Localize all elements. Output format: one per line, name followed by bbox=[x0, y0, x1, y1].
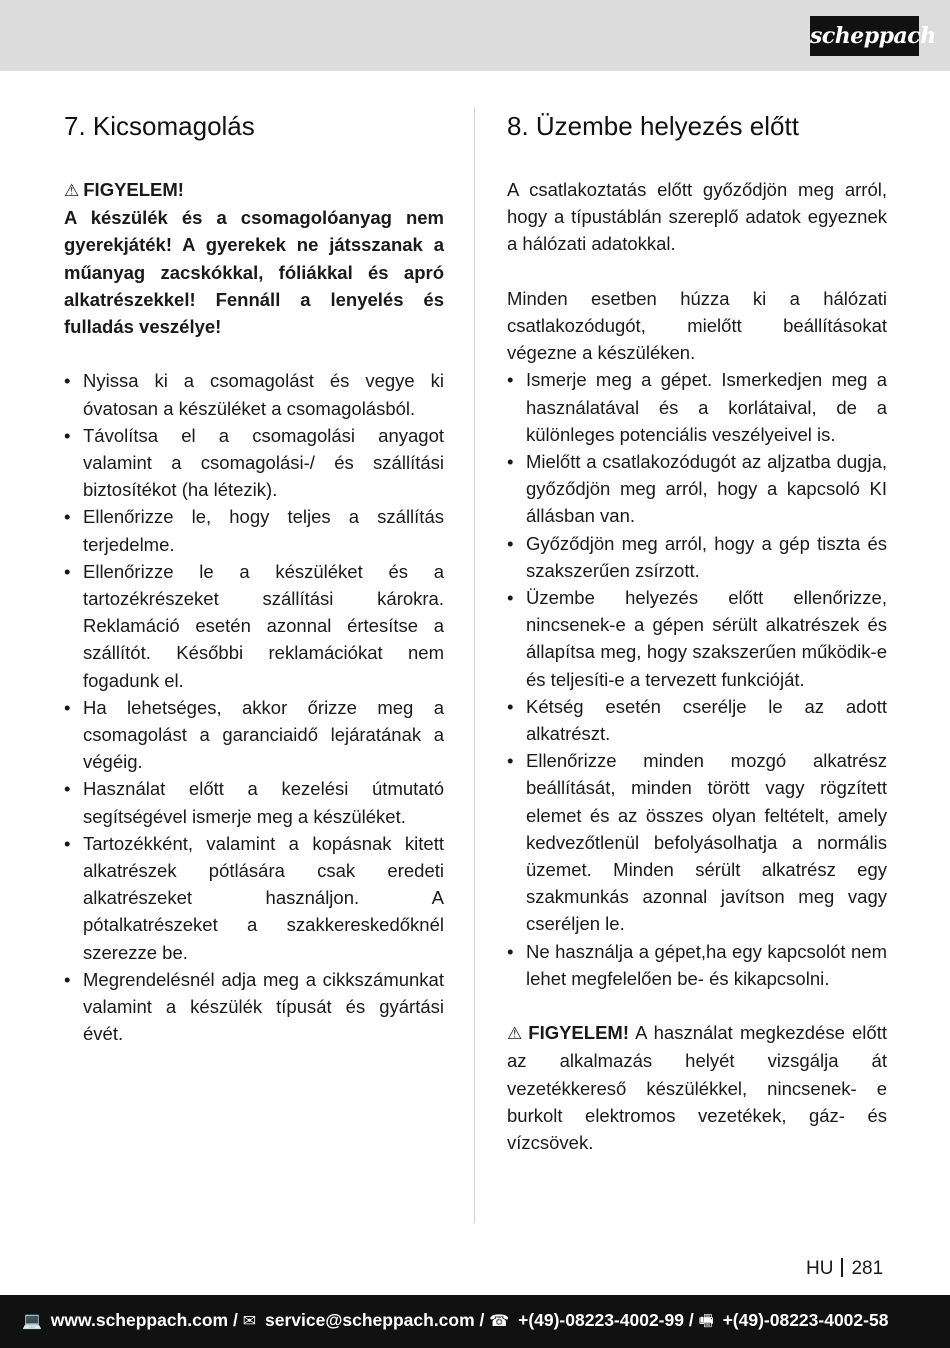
left-column bbox=[64, 108, 444, 1047]
paragraph-unplug: Minden esetben húzza ki a hálózati csatlakozódugót, mielőtt beállításokat végezne a készüléken. bbox=[507, 287, 887, 364]
list-item: • Győződjön meg arról, hogy a gép tiszta és szakszerűen zsírzott. bbox=[507, 530, 887, 584]
warning-label: FIGYELEM! bbox=[528, 1022, 629, 1044]
list-item: • Üzembe helyezés előtt ellenőrizze, nincsenek-e a gépen sérült alkatrészek és állapítsa meg, hogy szakszerűen működik-e és teljesíti-e a tervezett funkcióját. bbox=[507, 584, 887, 693]
list-item: • Ellenőrizze le a készüléket és a tartozékrészeket szállítási károkra. Reklamáció esetén azonnal értesítse a szállítót. Későbbi reklamációkat nem fogadunk el. bbox=[64, 558, 444, 694]
list-item: • Távolítsa el a csomagolási anyagot valamint a csomagolási-/ és szállítási biztosítékot (ha létezik). bbox=[64, 422, 444, 504]
page-number-value: 281 bbox=[851, 1258, 884, 1279]
page-number bbox=[806, 1256, 883, 1282]
section-heading-before-startup: 8. Üzembe helyezés előtt bbox=[507, 111, 799, 141]
warning-label: FIGYELEM! bbox=[83, 179, 184, 200]
before-startup-list bbox=[507, 366, 887, 992]
paragraph-rating-plate: A csatlakoztatás előtt győződjön meg arról, hogy a típustáblán szereplő adatok egyeznek a hálózati adatokkal. bbox=[507, 179, 887, 255]
warning-text: A használat megkezdése előtt az alkalmazás helyét vizsgálja át vezetékkereső készülékkel, nincsenek- e burkolt elektromos vezetékek, gáz- és vízcsövek. bbox=[507, 1022, 887, 1154]
column-divider bbox=[474, 108, 475, 1223]
list-item: • Ismerje meg a gépet. Ismerkedjen meg a használatával és a korlátaival, de a különleges potenciális veszélyeivel is. bbox=[507, 366, 887, 448]
fax-icon: 🖷 bbox=[698, 1313, 714, 1330]
fax-number: +(49)-08223-4002-58 bbox=[722, 1310, 889, 1330]
scheppach-logo: scheppach bbox=[810, 16, 919, 56]
warning-triangle-icon: ⚠ bbox=[64, 181, 80, 200]
warning-text: A készülék és a csomagolóanyag nem gyerekjáték! A gyerekek ne játsszanak a műanyag zacskókkal, fóliákkal és apró alkatrészekkel! Fennáll a lenyelés és fulladás veszélye! bbox=[64, 207, 444, 338]
website-link[interactable]: www.scheppach.com / bbox=[50, 1310, 238, 1330]
envelope-icon: ✉ bbox=[242, 1313, 257, 1330]
warning-heading bbox=[64, 176, 444, 204]
language-code: HU bbox=[806, 1258, 834, 1279]
list-item: • Használat előtt a kezelési útmutató segítségével ismerje meg a készüléket. bbox=[64, 775, 444, 829]
computer-icon: 💻 bbox=[22, 1313, 42, 1330]
list-item: • Nyissa ki a csomagolást és vegye ki óvatosan a készüléket a csomagolásból. bbox=[64, 367, 444, 421]
list-item: • Ellenőrizze le, hogy teljes a szállítás terjedelme. bbox=[64, 503, 444, 557]
list-item: • Ellenőrizze minden mozgó alkatrész beállítását, minden törött vagy rögzített elemet és az összes olyan feltételt, amely kedvezőtlenül befolyásolhatja a normális üzemet. Minden sérült alkatrész egy szakmunkás azonnal javítson meg vagy cseréljen le. bbox=[507, 747, 887, 937]
list-item: • Ne használja a gépet,ha egy kapcsolót nem lehet megfelelően be- és kikapcsolni. bbox=[507, 938, 887, 992]
phone-number: +(49)-08223-4002-99 / bbox=[518, 1310, 694, 1330]
right-column bbox=[507, 108, 887, 1156]
list-item: • Megrendelésnél adja meg a cikkszámunkat valamint a készülék típusát és gyártási évét. bbox=[64, 966, 444, 1048]
list-item: • Kétség esetén cserélje le az adott alkatrészt. bbox=[507, 693, 887, 747]
warning-paragraph bbox=[507, 1019, 887, 1156]
footer-bar bbox=[0, 1295, 950, 1348]
unpacking-list bbox=[64, 367, 444, 1047]
email-link[interactable]: service@scheppach.com / bbox=[265, 1310, 485, 1330]
section-heading-unpacking: 7. Kicsomagolás bbox=[64, 111, 255, 141]
telephone-icon: ☎ bbox=[489, 1313, 510, 1330]
list-item: • Mielőtt a csatlakozódugót az aljzatba dugja, győződjön meg arról, hogy a kapcsoló KI állásban van. bbox=[507, 448, 887, 530]
header-bar bbox=[0, 0, 950, 71]
warning-triangle-icon: ⚠ bbox=[507, 1024, 525, 1044]
list-item: • Ha lehetséges, akkor őrizze meg a csomagolást a garanciaidő lejáratának a végéig. bbox=[64, 694, 444, 776]
list-item: • Tartozékként, valamint a kopásnak kitett alkatrészek pótlására csak eredeti alkatrészeket használjon. A pótalkatrészeket a szakkereskedőknél szerezze be. bbox=[64, 830, 444, 966]
